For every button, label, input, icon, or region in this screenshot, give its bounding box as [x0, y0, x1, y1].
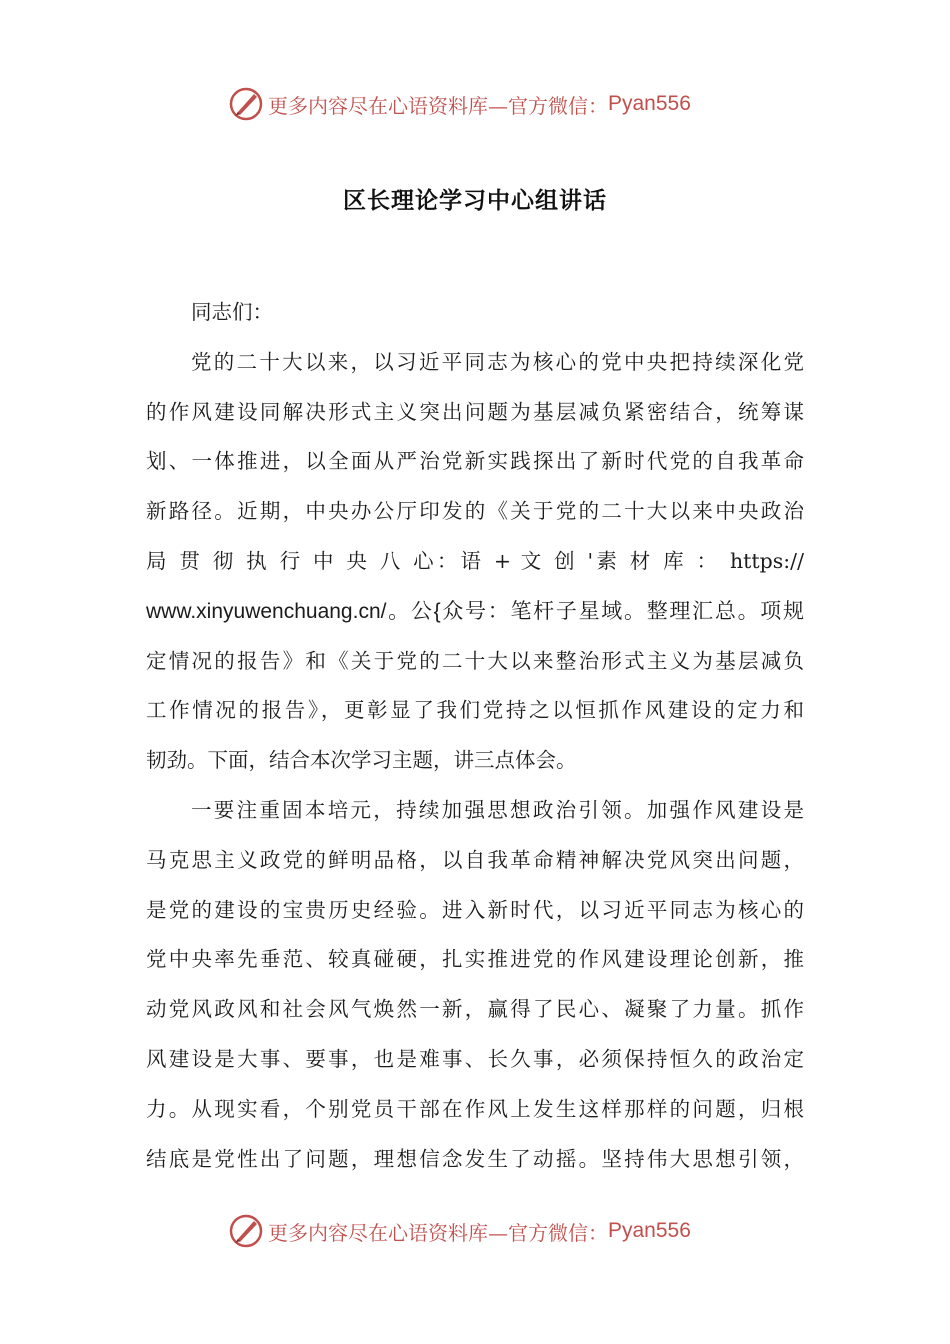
text-line: 工作情况的报告》，更彰显了我们党持之以恒抓作风建设的定力和	[146, 698, 804, 723]
text-line: 一要注重固本培元，持续加强思想政治引领。加强作风建设是	[191, 797, 804, 822]
text-line: 的作风建设同解决形式主义突出问题为基层减负紧密结合，统筹谋	[146, 399, 804, 424]
quill-pen-logo-icon	[228, 86, 264, 122]
watermark-banner-top	[228, 84, 691, 124]
text-line: 是党的建设的宝贵历史经验。进入新时代，以习近平同志为核心的	[146, 897, 804, 922]
document-body	[146, 288, 804, 1184]
document-title: 区长理论学习中心组讲话	[343, 188, 607, 214]
text-line: 结底是党性出了问题，理想信念发生了动摇。坚持伟大思想引领，	[146, 1146, 804, 1171]
salutation: 同志们：	[191, 300, 273, 324]
text-line: 力。从现实看，个别党员干部在作风上发生这样那样的问题，归根	[146, 1096, 804, 1121]
text-line: 风建设是大事、要事，也是难事、长久事，必须保持恒久的政治定	[146, 1046, 804, 1071]
text-line: 定情况的报告》和《关于党的二十大以来整治形式主义为基层减负	[146, 648, 804, 673]
quill-pen-logo-icon	[228, 1213, 264, 1249]
text-line: 韧劲。下面，结合本次学习主题，讲三点体会。	[146, 748, 577, 773]
watermark-banner-bottom	[228, 1211, 691, 1251]
text-line: www.xinyuwenchuang.cn/。公{众号：笔杆子星域。整理汇总。项规	[146, 599, 804, 623]
text-line: 新路径。近期，中央办公厅印发的《关于党的二十大以来中央政治	[146, 499, 804, 524]
text-line: 局 贯 彻 执 行 中 央 八 心：语 + 文 创 '素 材 库 ： https://	[146, 548, 804, 573]
watermark-text: 更多内容尽在心语资料库—官方微信：	[268, 1220, 608, 1245]
watermark-wechat-id: Pyan556	[608, 1219, 691, 1242]
watermark-wechat-id: Pyan556	[608, 92, 691, 115]
text-line: 党的二十大以来，以习近平同志为核心的党中央把持续深化党	[191, 349, 804, 374]
watermark-text: 更多内容尽在心语资料库—官方微信：	[268, 93, 608, 118]
text-line: 划、一体推进，以全面从严治党新实践探出了新时代党的自我革命	[146, 449, 804, 474]
text-line: 党中央率先垂范、较真碰硬，扎实推进党的作风建设理论创新，推	[146, 947, 804, 972]
text-line: 马克思主义政党的鲜明品格，以自我革命精神解决党风突出问题，	[146, 847, 804, 872]
text-line: 动党风政风和社会风气焕然一新，赢得了民心、凝聚了力量。抓作	[146, 997, 804, 1022]
